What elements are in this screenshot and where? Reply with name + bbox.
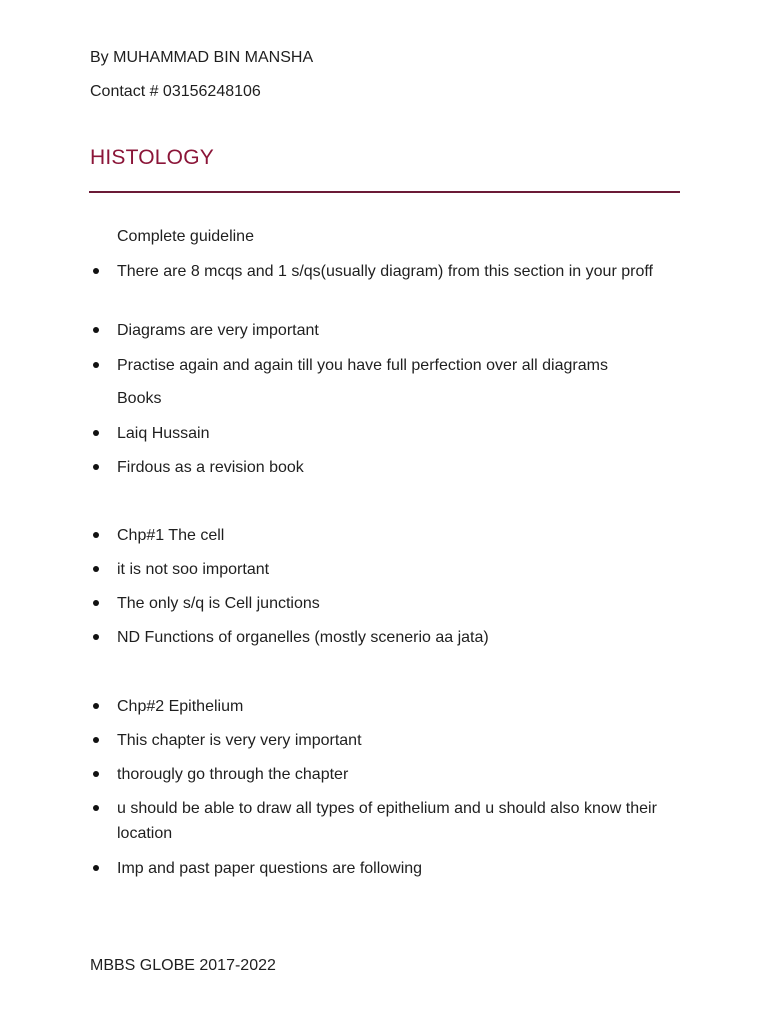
list-item-very-important: This chapter is very very important [117,728,677,753]
list-item-books-heading: Books [117,390,162,407]
list-item-chp2: Chp#2 Epithelium [117,694,677,719]
author-line: By MUHAMMAD BIN MANSHA [90,49,314,66]
footer-text: MBBS GLOBE 2017-2022 [90,957,276,974]
list-item-laiq-hussain: Laiq Hussain [117,421,677,446]
list-item-past-papers: Imp and past paper questions are following [117,856,677,881]
list-item-firdous: Firdous as a revision book [117,455,677,480]
list-item-organelles: ND Functions of organelles (mostly scenerio aa jata) [117,625,677,650]
list-item-guideline: Complete guideline [117,228,254,245]
list-item-thorougly: thorougly go through the chapter [117,762,677,787]
list-item-diagrams: Diagrams are very important [117,318,677,343]
list-item-draw-epithelium: u should be able to draw all types of epithelium and u should also know their location [117,796,677,846]
title-divider [89,191,680,193]
list-item-mcqs: There are 8 mcqs and 1 s/qs(usually diagram) from this section in your proff [117,259,677,284]
list-item-chp1: Chp#1 The cell [117,523,677,548]
page-title: HISTOLOGY [90,146,214,169]
list-item-practise: Practise again and again till you have full perfection over all diagrams [117,353,677,378]
contact-line: Contact # 03156248106 [90,83,261,100]
list-item-cell-junctions: The only s/q is Cell junctions [117,591,677,616]
list-item-not-important: it is not soo important [117,557,677,582]
